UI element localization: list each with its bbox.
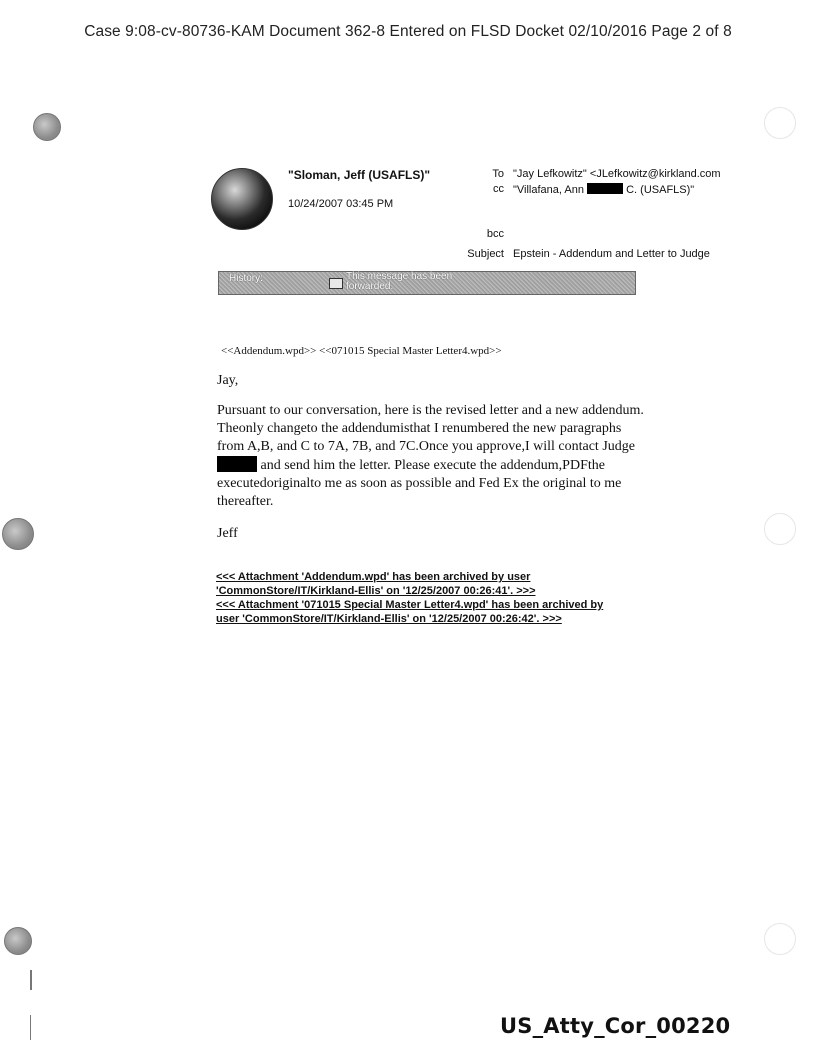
cc-value-prefix: "Villafana, Ann (513, 184, 584, 196)
cc-value-suffix: C. (USAFLS)" (626, 184, 695, 196)
redaction-box (587, 183, 623, 194)
archive-note-1[interactable]: <<< Attachment 'Addendum.wpd' has been archived by user 'CommonStore/IT/Kirkland-Ellis' on '12/25/2007 00:26:41'. >>> (216, 571, 536, 597)
greeting: Jay, (217, 373, 239, 388)
to-value: "Jay Lefkowitz" <JLefkowitz@kirkland.com (513, 168, 721, 180)
sender-name: "Sloman, Jeff (USAFLS)" (288, 168, 431, 182)
signature: Jeff (217, 526, 238, 541)
message-body-part2: and send him the letter. Please execute the addendum,PDFthe executedoriginalto me as soon as possible and Fed Ex the original to me thereafter. (217, 458, 622, 509)
case-header: Case 9:08-cv-80736-KAM Document 362-8 Entered on FLSD Docket 02/10/2016 Page 2 of 8 (84, 23, 732, 40)
redaction-box (217, 456, 257, 472)
punch-hole-middle-right (764, 513, 796, 545)
globe-avatar-icon (211, 168, 273, 230)
punch-hole-bottom-right (764, 923, 796, 955)
to-label: To (492, 168, 504, 180)
cc-label: cc (493, 183, 504, 195)
history-bar (218, 271, 636, 295)
forwarded-message-icon (329, 278, 343, 289)
subject-label: Subject (467, 248, 504, 260)
history-text: This message has been forwarded. (346, 271, 453, 292)
scan-mark (30, 970, 32, 990)
subject-value: Epstein - Addendum and Letter to Judge (513, 248, 710, 260)
cc-value (513, 183, 727, 196)
scan-mark (30, 1015, 31, 1040)
punch-hole-bottom-left (4, 927, 32, 955)
message-body (217, 402, 647, 511)
history-label: History: (229, 273, 263, 284)
archive-notes (216, 570, 626, 626)
punch-hole-middle-left (2, 518, 34, 550)
bates-number: US_Atty_Cor_00220 (500, 1014, 731, 1038)
bcc-label: bcc (486, 228, 504, 240)
punch-hole-top-right (764, 107, 796, 139)
punch-hole-top-left (33, 113, 61, 141)
sent-date: 10/24/2007 03:45 PM (288, 198, 394, 210)
message-body-part1: Pursuant to our conversation, here is the revised letter and a new addendum. Theonly changeto the addendumisthat I renumbered the new paragraphs from A,B, and C to 7A, 7B, and 7C.Once you approve,I will contact Judge (217, 403, 644, 454)
attachments-line: <<Addendum.wpd>> <<071015 Special Master Letter4.wpd>> (221, 345, 502, 357)
archive-note-2[interactable]: <<< Attachment '071015 Special Master Letter4.wpd' has been archived by user 'CommonStore/IT/Kirkland-Ellis' on '12/25/2007 00:26:42'. >>> (216, 599, 604, 625)
